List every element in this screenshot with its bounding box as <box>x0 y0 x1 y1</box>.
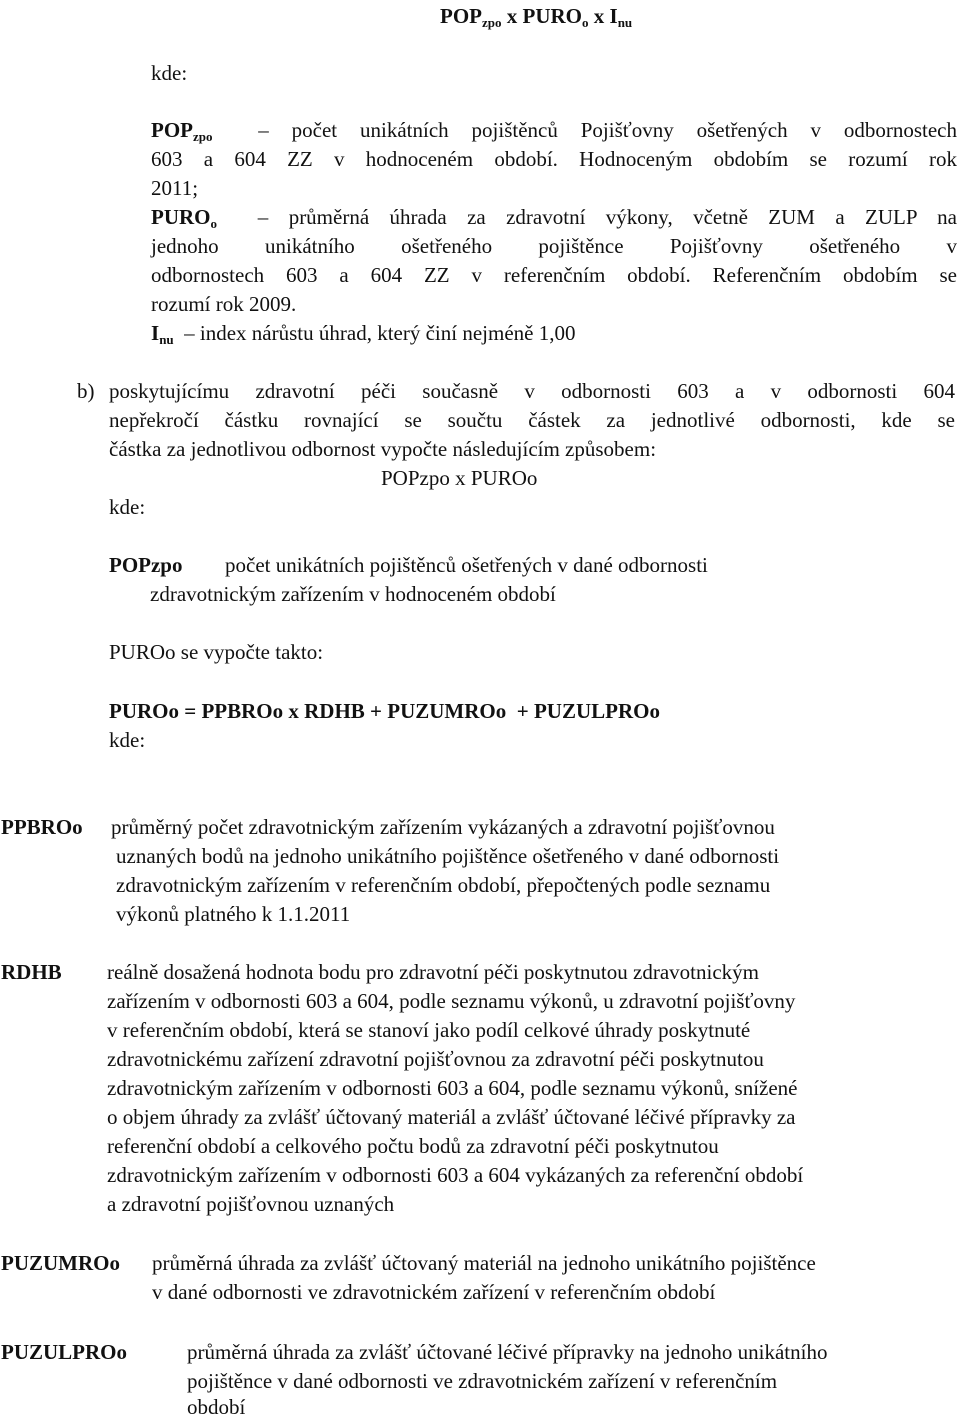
def-puro-line1 <box>151 203 957 232</box>
def-puro-term-sub: o <box>210 216 217 231</box>
popzpo-term-text: POPzpo <box>109 553 183 577</box>
formula-x2: x <box>588 4 610 28</box>
puzulproo-line3: období <box>187 1395 246 1419</box>
def-pop-line2: 603 a 604 ZZ v hodnoceném období. Hodnoceným obdobím se rozumí rok <box>151 147 957 171</box>
ppbroo-term <box>1 813 83 842</box>
formula-pop-sub: zpo <box>482 15 502 30</box>
def-puro-term: PURO <box>151 205 211 229</box>
def-puro-line3: odbornostech 603 a 604 ZZ v referenčním období. Referenčním obdobím se <box>151 263 957 287</box>
rdhb-line9: a zdravotní pojišťovnou uznaných <box>107 1192 395 1216</box>
puroo-formula-text: PUROo = PPBROo x RDHB + PUZUMROo + PUZULPROo <box>109 699 660 723</box>
def-puro-text1: – průměrná úhrada za zdravotní výkony, včetně ZUM a ZULP na <box>257 205 957 229</box>
ppbroo-term-text: PPBROo <box>1 815 83 839</box>
puzulproo-term <box>1 1338 127 1367</box>
puroo-formula <box>109 697 660 726</box>
rdhb-line8: zdravotnickým zařízením v odbornosti 603 a 604 vykázaných za referenční období <box>107 1163 804 1187</box>
def-puro-line4: rozumí rok 2009. <box>151 292 297 316</box>
section-b-line3: částka za jednotlivou odbornost vypočte následujícím způsobem: <box>109 437 657 461</box>
popzpo-term <box>109 551 183 580</box>
puzulproo-term-text: PUZULPROo <box>1 1340 127 1364</box>
ppbroo-line2: uznaných bodů na jednoho unikátního pojištěnce ošetřeného v dané odbornosti <box>116 844 780 868</box>
def-puro-line2: jednoho unikátního ošetřeného pojištěnce Pojišťovny ošetřeného v <box>151 234 957 258</box>
puzumroo-line1: průměrná úhrada za zvlášť účtovaný materiál na jednoho unikátního pojištěnce <box>152 1251 816 1275</box>
rdhb-line5: zdravotnickým zařízením v odbornosti 603 a 604, podle seznamu výkonů, snížené <box>107 1076 798 1100</box>
formula-x1: x <box>501 4 523 28</box>
rdhb-line3: v referenčním období, která se stanoví jako podíl celkové úhrady poskytnuté <box>107 1018 751 1042</box>
rdhb-line1: reálně dosažená hodnota bodu pro zdravotní péči poskytnutou zdravotnickým <box>107 960 759 984</box>
formula-puro-sub: o <box>582 15 589 30</box>
puzumroo-line2: v dané odbornosti ve zdravotnickém zařízení v referenčním období <box>152 1280 716 1304</box>
def-pop-term: POP <box>151 118 193 142</box>
ppbroo-line4: výkonů platného k 1.1.2011 <box>116 902 351 926</box>
rdhb-line7: referenční období a celkového počtu bodů za zdravotní péči poskytnutou <box>107 1134 719 1158</box>
def-pop-line1 <box>151 116 957 145</box>
def-pop-term-sub: zpo <box>193 129 213 144</box>
puzumroo-term-text: PUZUMROo <box>1 1251 120 1275</box>
section-b-formula: POPzpo x PUROo <box>381 466 538 490</box>
formula-i-sub: nu <box>617 15 633 30</box>
def-inu-term-sub: nu <box>159 332 174 347</box>
def-inu-term: I <box>151 321 160 345</box>
section-b-line1: poskytujícímu zdravotní péči současně v odbornosti 603 a v odbornosti 604 <box>109 379 955 403</box>
popzpo-line2: zdravotnickým zařízením v hodnoceném období <box>150 582 556 606</box>
ppbroo-line1: průměrný počet zdravotnickým zařízením vykázaných a zdravotní pojišťovnou <box>111 815 775 839</box>
popzpo-line1: počet unikátních pojištěnců ošetřených v dané odbornosti <box>225 553 708 577</box>
formula-pop-puro-inu <box>440 2 632 31</box>
puzulproo-line1: průměrná úhrada za zvlášť účtované léčivé přípravky na jednoho unikátního <box>187 1340 828 1364</box>
def-pop-text1: – počet unikátních pojištěnců Pojišťovny ošetřených v odbornostech <box>258 118 958 142</box>
puzumroo-term <box>1 1249 120 1278</box>
rdhb-term <box>1 958 62 987</box>
rdhb-term-text: RDHB <box>1 960 62 984</box>
rdhb-line2: zařízením v odbornosti 603 a 604, podle seznamu výkonů, u zdravotní pojišťovny <box>107 989 796 1013</box>
def-inu-text: – index nárůstu úhrad, který činí nejméně 1,00 <box>184 321 576 345</box>
def-inu-line <box>151 319 575 348</box>
formula-pop: POP <box>440 4 482 28</box>
rdhb-line4: zdravotnickému zařízení zdravotní pojišťovnou za zdravotní péči poskytnutou <box>107 1047 764 1071</box>
formula-i: I <box>609 4 618 28</box>
ppbroo-line3: zdravotnickým zařízením v referenčním období, přepočtených podle seznamu <box>116 873 771 897</box>
formula-puro: PURO <box>522 4 582 28</box>
kde-label-a: kde: <box>151 61 188 85</box>
puzulproo-line2: pojištěnce v dané odbornosti ve zdravotnickém zařízení v referenčním <box>187 1369 778 1393</box>
rdhb-line6: o objem úhrady za zvlášť účtovaný materiál a zvlášť účtované léčivé přípravky za <box>107 1105 796 1129</box>
section-b-label: b) <box>77 379 95 403</box>
puroo-intro: PUROo se vypočte takto: <box>109 640 324 664</box>
kde-label-c: kde: <box>109 728 146 752</box>
def-pop-line3: 2011; <box>151 176 199 200</box>
section-b-line2: nepřekročí částku rovnající se součtu částek za jednotlivé odbornosti, kde se <box>109 408 955 432</box>
kde-label-b: kde: <box>109 495 146 519</box>
